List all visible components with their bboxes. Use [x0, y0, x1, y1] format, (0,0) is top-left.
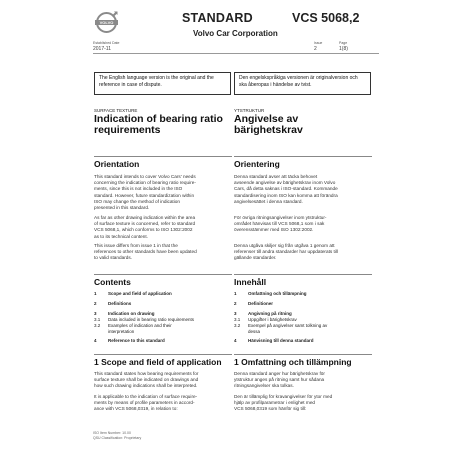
document-title-en-line1: Indication of bearing ratio — [94, 113, 223, 125]
orientation-paragraph-2-en — [94, 215, 229, 240]
text-line: ritningsangivelser ska tolkas. — [234, 383, 294, 389]
text-line: avseende angivelse av bärighetskrav inom Volvo — [234, 180, 336, 186]
text-line: VCS 5068,0319 som hänför sig till: — [234, 406, 307, 412]
toc-text: Definitioner — [248, 301, 274, 306]
toc-text: Uppgifter i bärighetskrav — [248, 317, 297, 322]
toc-number: 3.1 — [94, 317, 101, 322]
text-line: standardisering inom ISO kan komma att förändra — [234, 192, 338, 198]
text-line: of surface texture is concerned, refer to standard — [94, 221, 196, 227]
toc-text: Hänvisning till denna standard — [248, 338, 314, 343]
section-heading-scope-sv: 1 Omfattning och tillämpning — [234, 357, 352, 367]
section-heading-orientation-sv: Orientering — [234, 159, 280, 169]
toc-number: 1 — [94, 291, 97, 296]
text-line: This standard intends to cover Volvo Cars' needs — [94, 174, 196, 179]
text-line: concerning the indication of bearing ratio require- — [94, 180, 196, 186]
text-line: references to other standards have been updated — [94, 249, 197, 255]
text-line: ments by means of profile parameters in accord- — [94, 400, 195, 406]
section-divider — [94, 156, 232, 157]
section-heading-orientation-en: Orientation — [94, 159, 140, 169]
toc-number: 4 — [94, 338, 97, 343]
scope-paragraph-2-sv — [234, 394, 369, 413]
text-line: ments, since this is not included in the ISO — [94, 186, 183, 192]
scope-paragraph-1-en — [94, 371, 229, 390]
toc-text: interpretation — [108, 329, 135, 334]
toc-number: 2 — [234, 301, 237, 306]
established-label: Established Date — [93, 41, 120, 45]
orientation-paragraph-2-sv — [234, 215, 369, 234]
text-line: överensstämmer med ISO 1302:2002. — [234, 227, 314, 233]
orientation-paragraph-1-sv — [234, 174, 369, 205]
text-line: Denna standard anger hur bärighetskrav för — [234, 371, 325, 376]
text-line: presented in this standard. — [94, 205, 150, 211]
text-line: ance with VCS 5068,0319, in relation to: — [94, 406, 178, 412]
notice-box-swedish: Den engelskspråkiga versionen är originalversion och ska åberopas i händelse av tvist. — [234, 72, 371, 95]
document-title-sv-line2: bärighetskrav — [234, 123, 303, 136]
established-value: 2017-11 — [93, 46, 111, 52]
footer-classification: QSU Classification: Proprietary — [93, 436, 142, 440]
toc-text: Data included in bearing ratio requirements — [108, 317, 195, 322]
text-line: standard. However, future standardization within — [94, 192, 195, 198]
toc-text: Definitions — [108, 301, 132, 306]
standard-document-page — [77, 8, 386, 454]
toc-number: 3.1 — [234, 317, 241, 322]
standard-label: STANDARD — [182, 11, 253, 25]
issue-value: 2 — [314, 46, 317, 52]
toc-number: 3 — [234, 311, 237, 316]
text-line: För övriga ritningsangivelser inom ytstruktur- — [234, 215, 327, 220]
toc-text: Reference to this standard — [108, 338, 165, 343]
text-line: Denna standard avser att täcka behovet — [234, 174, 318, 179]
text-line: området hänvisas till VCS 5068,1 som i sak — [234, 221, 325, 227]
page-value: 1(8) — [339, 46, 348, 52]
text-line: This issue differs from issue 1 in that the — [94, 243, 178, 248]
text-line: Den är tillämplig för kravangivelser för ytor med — [234, 394, 333, 399]
section-heading-contents-en: Contents — [94, 277, 131, 287]
toc-number: 3 — [94, 311, 97, 316]
company-name: Volvo Car Corporation — [193, 29, 278, 38]
toc-text: dessa — [248, 329, 261, 334]
orientation-paragraph-3-sv — [234, 243, 369, 262]
text-line: ytstruktur anges på ritning samt hur sådana — [234, 377, 325, 383]
text-line: how such drawing indications shall be interpreted. — [94, 383, 198, 389]
document-title-sv-line1: Angivelse av — [234, 113, 299, 125]
issue-label: Issue — [314, 41, 323, 45]
text-line: ISO may change the method of indication — [94, 198, 180, 204]
section-divider — [234, 274, 372, 275]
toc-text: Indication on drawing — [108, 311, 155, 316]
section-divider — [94, 274, 232, 275]
volvo-logo-icon — [94, 10, 119, 35]
text-line: gällande standarder. — [234, 255, 277, 261]
toc-text: Exempel på angivelser samt tolkning av — [248, 323, 328, 328]
text-line: referenser till andra standarder har uppdaterats till — [234, 249, 338, 255]
section-divider — [234, 156, 372, 157]
text-line: angivelsesättet i denna standard. — [234, 198, 303, 204]
section-heading-scope-en: 1 Scope and field of application — [94, 357, 222, 367]
footer-item-number: ISO Item Number: 10.00 — [93, 431, 131, 435]
text-line: Cars, då detta saknas i ISO-standard. Kommande — [234, 186, 338, 192]
toc-number: 2 — [94, 301, 97, 306]
toc-text: Omfattning och tillämpning — [248, 291, 307, 296]
toc-number: 3.2 — [94, 323, 101, 328]
toc-number: 1 — [234, 291, 237, 296]
toc-text: Examples of indication and their — [108, 323, 172, 328]
text-line: Denna utgåva skiljer sig från utgåva 1 genom att — [234, 243, 335, 248]
orientation-paragraph-3-en — [94, 243, 229, 262]
document-title-en-line2: requirements — [94, 123, 161, 136]
section-divider — [234, 354, 372, 355]
text-line: As far as other drawing indication within the area — [94, 215, 196, 220]
title-kicker-sv: YTSTRUKTUR — [234, 108, 265, 113]
scope-paragraph-1-sv — [234, 371, 369, 390]
section-heading-contents-sv: Innehåll — [234, 277, 267, 287]
toc-number: 3.2 — [234, 323, 241, 328]
toc-number: 4 — [234, 338, 237, 343]
text-line: This standard states how bearing requirements for — [94, 371, 199, 376]
text-line: as to its technical content. — [94, 233, 148, 239]
text-line: surface texture shall be indicated on drawings and — [94, 377, 199, 383]
text-line: It is applicable to the indication of surface require- — [94, 394, 198, 399]
document-title-sv — [234, 114, 303, 135]
page-label: Page — [339, 41, 348, 45]
toc-text: Angivning på ritning — [248, 311, 292, 316]
svg-text:VOLVO: VOLVO — [99, 20, 114, 25]
scope-paragraph-2-en — [94, 394, 229, 413]
toc-text: Scope and field of application — [108, 291, 172, 296]
text-line: hjälp av profilparametrar i enlighet med — [234, 400, 316, 406]
header-divider — [93, 53, 379, 54]
notice-box-english: The English language version is the original and the reference in case of dispute. — [94, 72, 231, 95]
orientation-paragraph-1-en — [94, 174, 229, 211]
title-kicker-en: SURFACE TEXTURE — [94, 108, 138, 113]
text-line: to valid standards. — [94, 255, 133, 261]
document-number: VCS 5068,2 — [292, 11, 360, 25]
document-title-en — [94, 114, 223, 135]
section-divider — [94, 354, 232, 355]
text-line: VCS 5068,1, which conforms to ISO 1302:2002 — [94, 227, 193, 233]
